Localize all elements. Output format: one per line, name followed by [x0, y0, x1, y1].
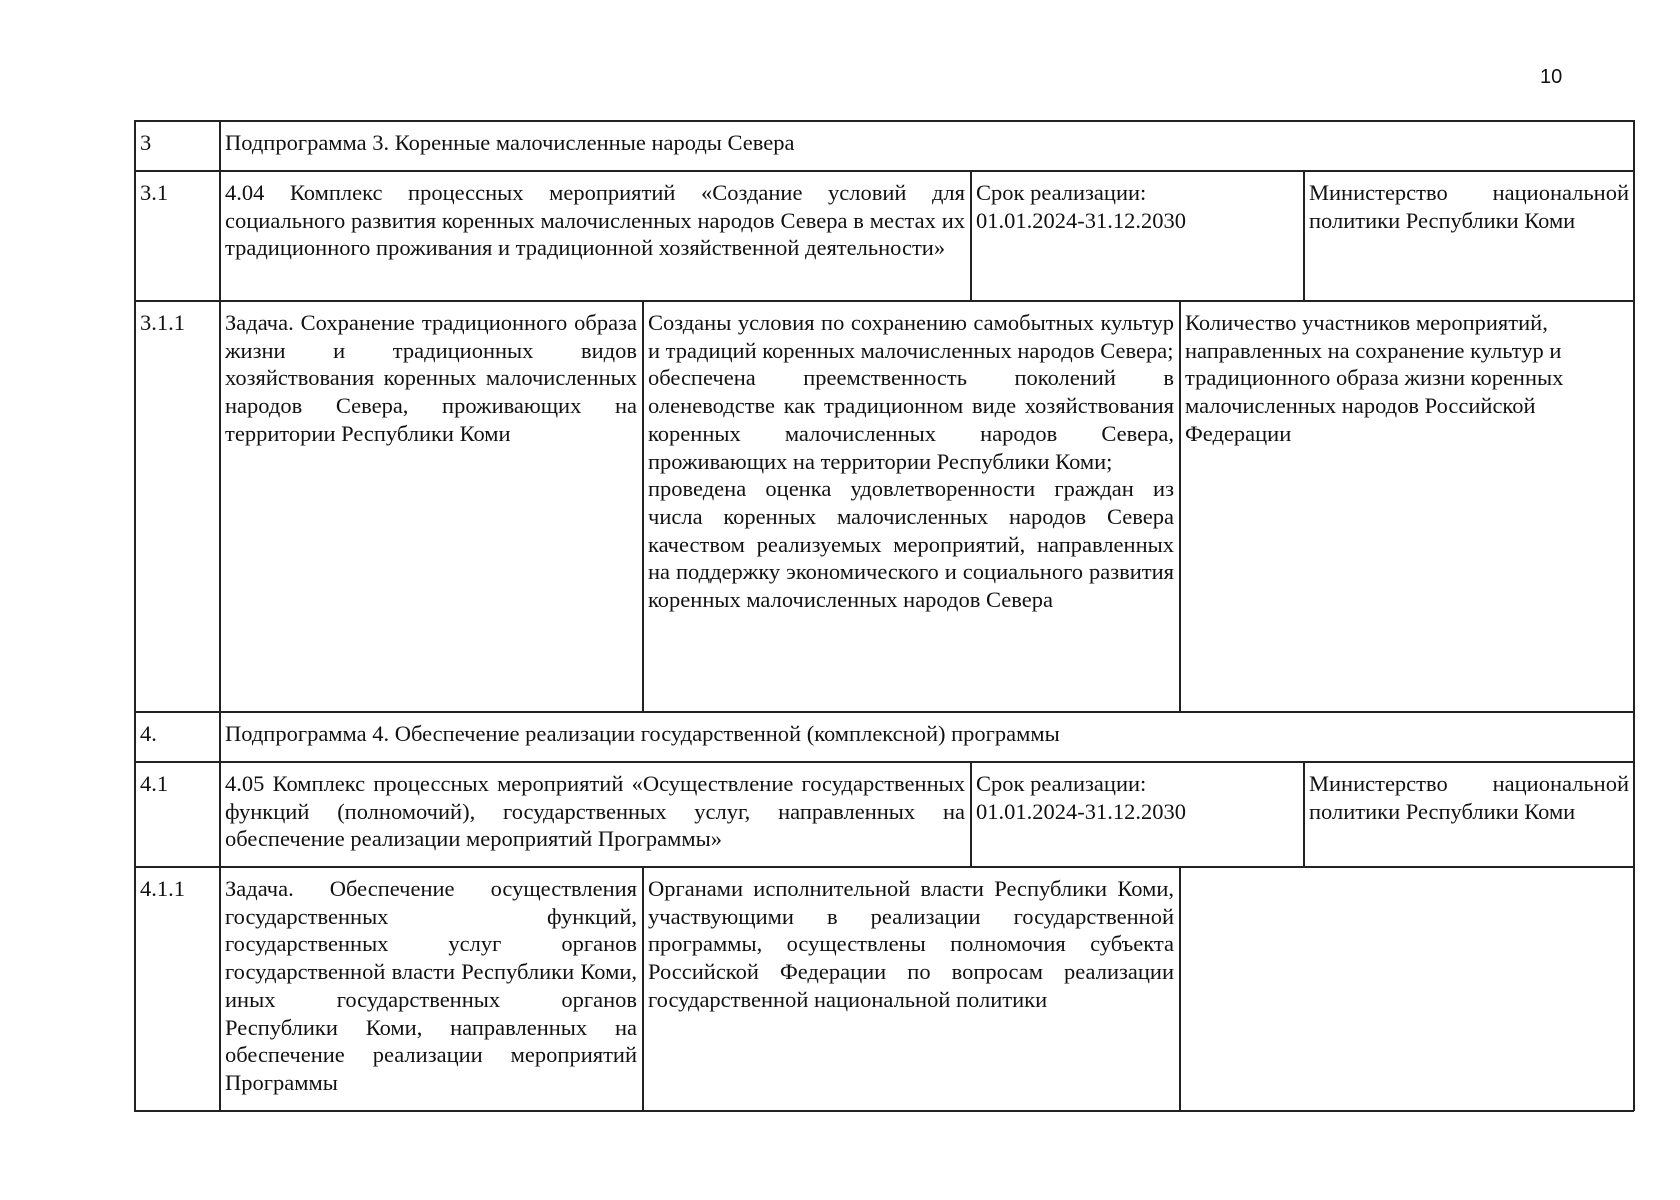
complex-description: 4.05 Комплекс процессных мероприятий «Осуществление государственных функций (полномочий), государственных услуг, направленных на обеспечение реализации мероприятий Программы» [225, 771, 965, 852]
table-border [134, 711, 1634, 713]
table-border [970, 170, 972, 300]
task-description: Задача. Обеспечение осуществления государственных функций, государственных услуг органов государственной власти Республики Коми, иных государственных органов Республики Коми, направленных на обеспечение реализации мероприятий Программы [225, 876, 637, 1095]
expected-results [642, 300, 1179, 711]
table-border [1303, 761, 1305, 866]
table-border [134, 761, 1634, 763]
row-number: 4.1.1 [140, 876, 185, 901]
row-number: 3.1.1 [140, 310, 185, 335]
term-label: Срок реализации: [976, 180, 1147, 205]
responsible-executor: Министерство национальной политики Республики Коми [1309, 180, 1629, 233]
row-number: 3 [140, 130, 152, 155]
result-item: проведена оценка удовлетворенности граждан из числа коренных малочисленных народов Севера качеством реализуемых мероприятий, направленных на поддержку экономического и социального развития коренных малочисленных народов Севера [648, 476, 1174, 613]
table-border [1179, 866, 1181, 1110]
term-dates: 01.01.2024-31.12.2030 [976, 798, 1186, 824]
table-border [134, 120, 136, 1111]
task-description: Задача. Сохранение традиционного образа жизни и традиционных видов хозяйствования коренных малочисленных народов Севера, проживающих на территории Республики Коми [225, 310, 637, 446]
subprogram-title: Подпрограмма 3. Коренные малочисленные народы Севера [225, 130, 795, 155]
table-border [219, 120, 221, 1111]
table-border [1179, 300, 1181, 711]
program-table [134, 120, 1634, 1120]
responsible-executor: Министерство национальной политики Республики Коми [1309, 771, 1629, 824]
term-cell [970, 761, 1303, 866]
table-border [134, 120, 1634, 122]
complex-description: 4.04 Комплекс процессных мероприятий «Создание условий для социального развития коренных малочисленных народов Севера в местах их традиционного проживания и традиционной хозяйственной деятельности» [225, 180, 965, 261]
expected-results: Органами исполнительной власти Республики Коми, участвующими в реализации государственной программы, осуществлены полномочия субъекта Российской Федерации по вопросам реализации государственной национальной политики [648, 876, 1174, 1012]
indicator [1179, 866, 1634, 1110]
table-border [970, 761, 972, 866]
table-border [134, 300, 1634, 302]
term-dates: 01.01.2024-31.12.2030 [976, 207, 1186, 233]
row-number: 4. [140, 721, 157, 746]
row-number: 4.1 [140, 771, 169, 796]
term-cell [970, 170, 1303, 300]
table-border [642, 300, 644, 711]
result-item: Созданы условия по сохранению самобытных культур и традиций коренных малочисленных народов Севера; [648, 310, 1174, 363]
indicator: Количество участников мероприятий, направленных на сохранение культур и традиционного образа жизни коренных малочисленных народов Российской Федерации [1185, 310, 1564, 446]
subprogram-title: Подпрограмма 4. Обеспечение реализации государственной (комплексной) программы [225, 721, 1060, 746]
row-number: 3.1 [140, 180, 169, 205]
table-border [1633, 120, 1635, 1111]
term-label: Срок реализации: [976, 771, 1147, 796]
result-item: обеспечена преемственность поколений в оленеводстве как традиционном виде хозяйствования коренных малочисленных народов Севера, проживающих на территории Республики Коми; [648, 365, 1174, 474]
page-number: 10 [1540, 66, 1563, 88]
table-border [642, 866, 644, 1110]
table-border [134, 170, 1634, 172]
table-border [134, 866, 1634, 868]
table-border [1303, 170, 1305, 300]
table-border [134, 1110, 1634, 1112]
